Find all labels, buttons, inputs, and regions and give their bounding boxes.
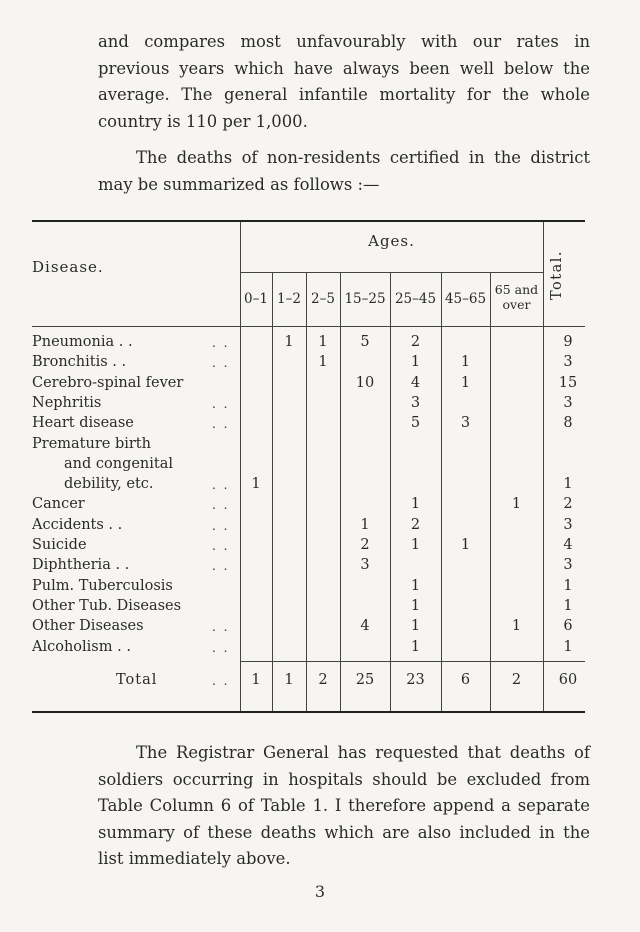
disease-label: Diphtheria . . [32, 557, 130, 574]
table-cell: 1 [410, 354, 421, 371]
column-divider [490, 272, 491, 711]
disease-label: and congenital [64, 455, 174, 472]
table-cell: 1 [511, 618, 522, 635]
disease-label: Pulm. Tuberculosis [32, 577, 173, 594]
table-cell: 1 [410, 597, 421, 614]
disease-label: Cerebro-spinal fever [32, 374, 184, 391]
paragraph-intro: and compares most unfavourably with our rates in previous years which have always been well below the average. The general infantile mortality for the whole country is 110 per 1,000. [98, 32, 590, 131]
row-total: 1 [563, 476, 573, 493]
age-column-header: 15–25 [344, 291, 386, 307]
table-top-rule [32, 220, 585, 222]
row-total: 3 [563, 354, 573, 371]
row-total: 8 [563, 415, 573, 432]
header-bottom-rule [32, 326, 585, 327]
total-cell: 1 [251, 672, 261, 688]
leader-dots: . . [212, 620, 230, 635]
paragraph-summary-intro: The deaths of non-residents certified in the district may be summarized as follows :— [98, 148, 590, 194]
row-total: 9 [563, 334, 573, 350]
leader-dots: . . [212, 559, 230, 574]
table-cell: 1 [410, 537, 421, 553]
header-ages: Ages. [368, 232, 415, 250]
table-cell: 3 [360, 557, 370, 574]
disease-label: Other Tub. Diseases [32, 597, 182, 614]
ages-header-rule [240, 272, 543, 273]
total-cell: 1 [284, 672, 294, 688]
column-divider [240, 222, 241, 711]
table-cell: 2 [410, 516, 421, 533]
row-total: 1 [563, 638, 573, 655]
leader-dots: . . [212, 640, 230, 655]
header-total: Total. [549, 250, 565, 300]
table-cell: 5 [410, 415, 421, 432]
disease-label: Other Diseases [32, 618, 144, 635]
disease-label: debility, etc. [64, 476, 154, 493]
table-cell: 1 [360, 516, 370, 533]
table-cell: 1 [410, 618, 421, 635]
table-cell: 1 [410, 577, 421, 594]
row-total: 6 [563, 618, 573, 635]
age-column-header: 25–45 [394, 291, 437, 307]
leader-dots: . . [212, 478, 230, 493]
disease-label: Pneumonia . . [32, 334, 133, 350]
table-cell: 1 [460, 537, 471, 553]
age-column-header: 1–2 [277, 291, 301, 307]
disease-label: Alcoholism . . [32, 638, 131, 655]
row-total: 1 [563, 597, 573, 614]
table-cell: 2 [360, 537, 370, 553]
row-total: 3 [563, 394, 573, 411]
total-cell: 23 [406, 672, 425, 688]
leader-dots: . . [212, 396, 230, 411]
table-cell: 1 [460, 354, 471, 371]
row-total: 3 [563, 516, 573, 533]
row-total: 3 [563, 557, 573, 574]
page-number: 3 [314, 882, 326, 901]
leader-dots: . . [212, 518, 230, 533]
total-cell: 25 [355, 672, 375, 688]
disease-label: Bronchitis . . [32, 354, 127, 371]
total-label: Total [116, 672, 158, 688]
total-cell: 6 [460, 672, 471, 688]
age-column-header: 65 and over [494, 282, 539, 312]
disease-label: Suicide [32, 537, 87, 553]
disease-label: Heart disease [32, 415, 134, 432]
table-cell: 1 [251, 476, 261, 493]
table-cell: 1 [410, 496, 421, 513]
table-cell: 1 [460, 374, 471, 391]
table-cell: 4 [360, 618, 370, 635]
disease-label: Cancer [32, 496, 85, 513]
table-cell: 1 [318, 354, 328, 371]
row-total: 2 [563, 496, 573, 513]
age-column-header: 45–65 [444, 291, 487, 307]
leader-dots: . . [212, 539, 230, 553]
table-cell: 3 [460, 415, 471, 432]
table-cell: 3 [410, 394, 421, 411]
row-total: 4 [563, 537, 573, 553]
leader-dots: . . [212, 417, 230, 432]
total-cell: 2 [511, 672, 522, 688]
table-cell: 5 [360, 334, 370, 350]
table-cell: 1 [318, 334, 328, 350]
grand-total: 60 [558, 672, 578, 688]
table-bottom-rule [32, 711, 585, 713]
header-disease: Disease. [32, 258, 104, 276]
table-cell: 1 [511, 496, 522, 513]
leader-dots: . . [212, 674, 230, 688]
total-row-rule [240, 661, 585, 662]
total-cell: 2 [318, 672, 328, 688]
disease-label: Premature birth [32, 435, 151, 452]
disease-label: Nephritis [32, 394, 102, 411]
table-cell: 1 [284, 334, 294, 350]
disease-label: Accidents . . [32, 516, 123, 533]
row-total: 15 [558, 374, 578, 391]
table-cell: 10 [355, 374, 375, 391]
table-cell: 1 [410, 638, 421, 655]
row-total: 1 [563, 577, 573, 594]
column-divider [441, 272, 442, 711]
age-column-header: 2–5 [311, 291, 335, 307]
leader-dots: . . [212, 336, 230, 350]
age-column-header: 0–1 [244, 291, 268, 307]
leader-dots: . . [212, 356, 230, 371]
paragraph-registrar: The Registrar General has requested that deaths of soldiers occurring in hospitals should be excluded from Table Column 6 of Table 1. I therefore append a separate summary of these deaths which are also included in the list immediately above. [98, 743, 590, 868]
table-cell: 2 [410, 334, 421, 350]
table-cell: 4 [410, 374, 421, 391]
leader-dots: . . [212, 498, 230, 513]
